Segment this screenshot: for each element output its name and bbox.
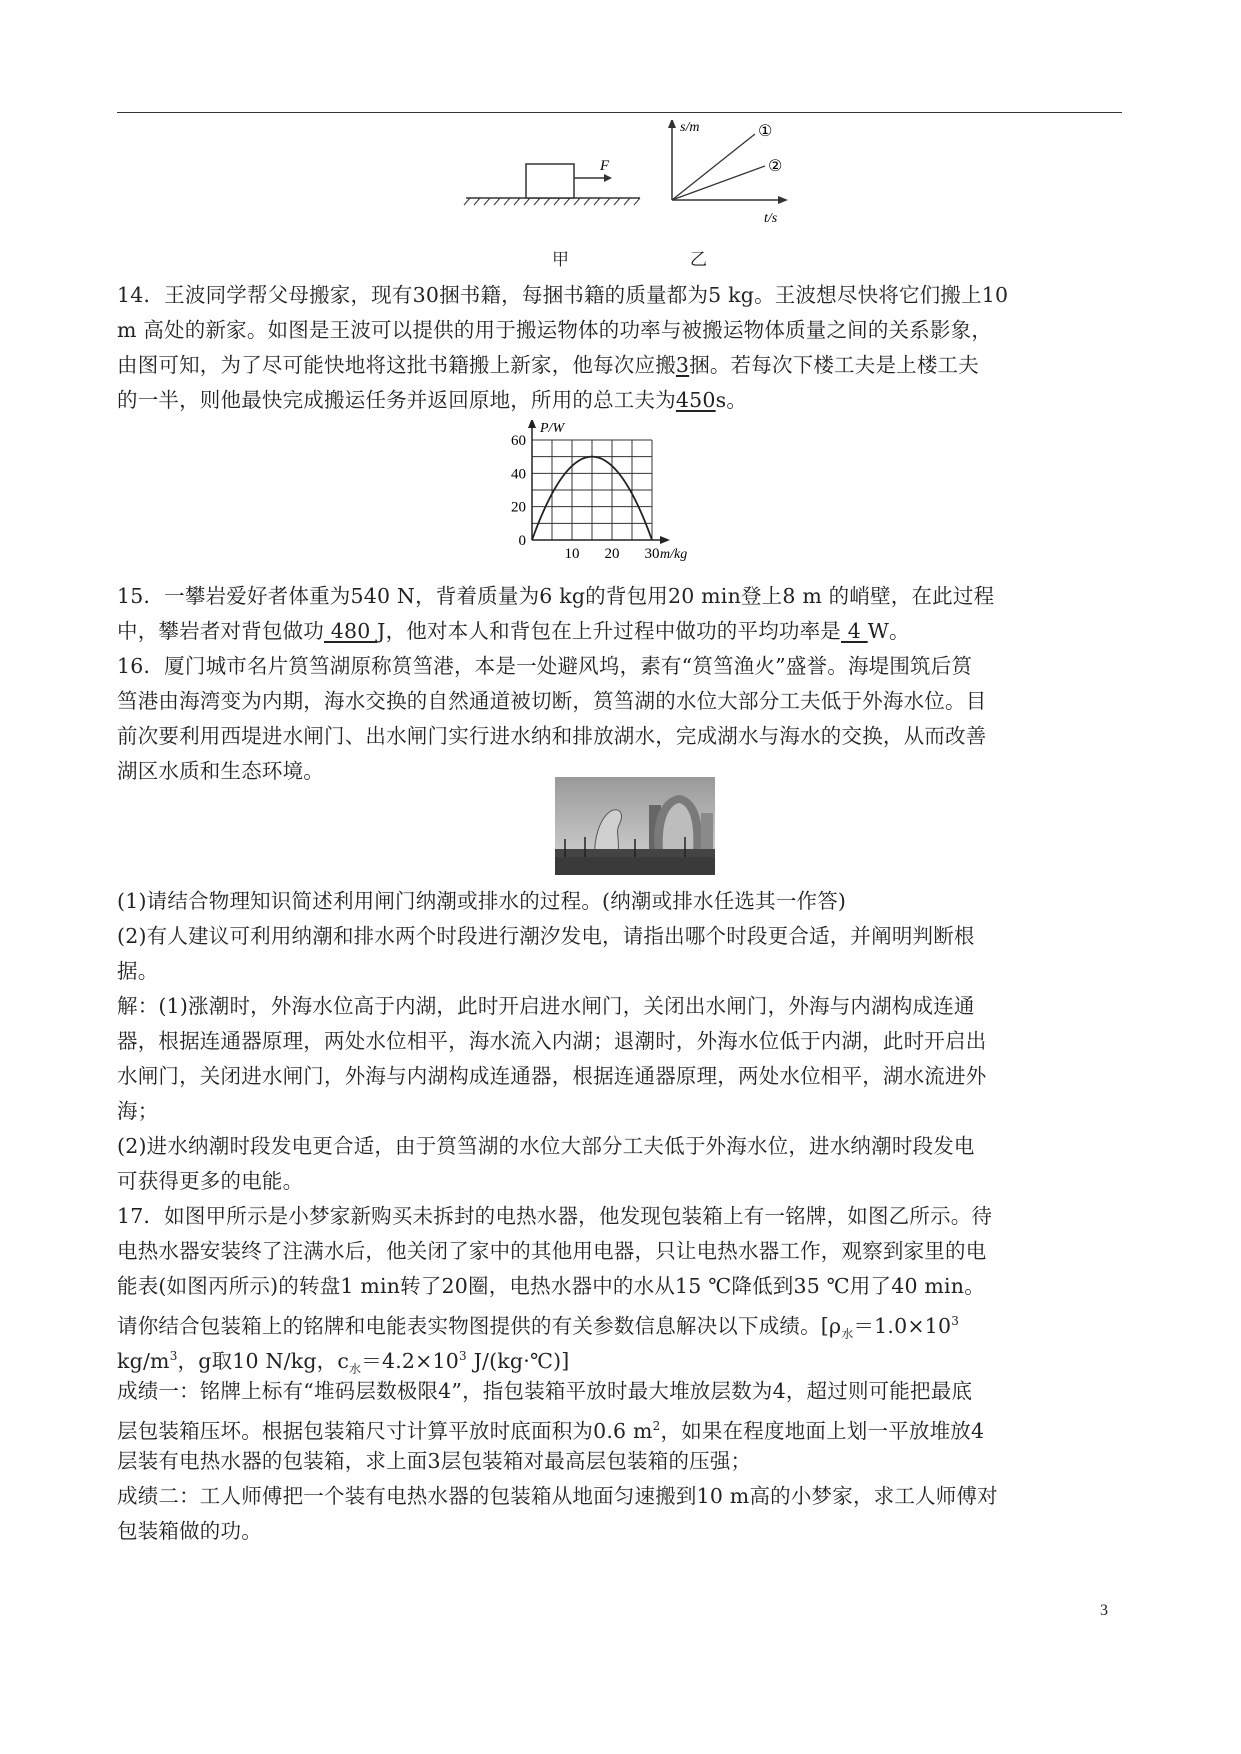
x-axis-label: m/kg bbox=[660, 547, 688, 562]
q14-line-3: 由图可知，为了尽可能快地将这批书籍搬上新家，他每次应搬3捆。若每次下楼工夫是上楼工夫 bbox=[117, 353, 979, 377]
q15-answer-power: 4 bbox=[841, 619, 868, 643]
q17-line-1: 17．如图甲所示是小梦家新购买未拆封的电热水器，他发现包装箱上有一铭牌，如图乙所示。待 bbox=[117, 1204, 993, 1228]
x-tick-label: 30 bbox=[644, 546, 660, 562]
y-axis-label: P/W bbox=[540, 421, 565, 436]
q17-part-1a: 成绩一：铭牌上标有“堆码层数极限4”，指包装箱平放时最大堆放层数为4，超过则可能把最底 bbox=[117, 1379, 973, 1403]
figure-jia bbox=[464, 158, 640, 205]
figure-label-yi: 乙 bbox=[690, 250, 707, 270]
q15-answer-work: 480 bbox=[324, 619, 378, 643]
q16-solution-4: 海； bbox=[117, 1099, 159, 1123]
y-tick-label: 40 bbox=[511, 466, 526, 483]
line-1-label: ① bbox=[758, 121, 773, 140]
q17-line-2: 电热水器安装终了注满水后，他关闭了家中的其他用电器，只让电热水器工作，观察到家里的电 bbox=[117, 1239, 987, 1263]
q16-line-2: 筜港由海湾变为内期，海水交换的自然通道被切断，筼筜湖的水位大部分工夫低于外海水位。目 bbox=[117, 689, 987, 713]
figure-jia-yi bbox=[460, 120, 820, 270]
q14-line-2: m 高处的新家。如图是王波可以提供的用于搬运物体的功率与被搬运物体质量之间的关系影象， bbox=[117, 318, 993, 342]
q16-solution-6: 可获得更多的电能。 bbox=[117, 1169, 304, 1193]
y-axis-arrow bbox=[528, 420, 536, 428]
q16-solution-1: 解：(1)涨潮时，外海水位高于内湖，此时开启进水闸门，关闭出水闸门，外海与内湖构成连通 bbox=[117, 994, 975, 1018]
q17-line-5: $kg/m^3$，g取10 N/kg，$c_水=4.2\times 10^3$ J/(kg·℃)] bbox=[117, 1348, 570, 1376]
q14-line-4: 的一半，则他最快完成搬运任务并返回原地，所用的总工夫为450s。 bbox=[117, 388, 748, 412]
q16-line-4: 湖区水质和生态环境。 bbox=[117, 759, 324, 783]
line-2 bbox=[672, 166, 765, 200]
lake-photo bbox=[555, 777, 715, 875]
line-2-label: ② bbox=[768, 156, 783, 175]
line-1 bbox=[672, 134, 755, 200]
y-tick-label: 20 bbox=[511, 499, 526, 516]
y-tick-label: 0 bbox=[518, 533, 526, 549]
y-tick-label: 60 bbox=[511, 433, 526, 449]
figure-label-jia: 甲 bbox=[552, 250, 569, 270]
t-axis-label: t/s bbox=[764, 211, 778, 226]
x-tick-label: 20 bbox=[604, 546, 620, 562]
q17-part-1c: 层装有电热水器的包装箱，求上面3层包装箱对最高层包装箱的压强； bbox=[117, 1449, 752, 1473]
q16-solution-3: 水闸门，关闭进水闸门，外海与内湖构成连通器，根据连通器原理，两处水位相平，湖水流进外 bbox=[117, 1064, 987, 1088]
x-tick-label: 10 bbox=[564, 546, 580, 562]
header-rule bbox=[117, 112, 1122, 113]
q16-part-2a: (2)有人建议可利用纳潮和排水两个时段进行潮汐发电，请指出哪个时段更合适，并阐明判断根 bbox=[117, 924, 975, 948]
q14-answer-bundles: 3 bbox=[675, 353, 690, 377]
force-label: F bbox=[600, 158, 610, 174]
block bbox=[526, 164, 574, 198]
q17-part-1b: 层包装箱压坏。根据包装箱尺寸计算平放时底面积为0.6 $m^2$，如果在程度地面上划一平放堆放4 bbox=[117, 1418, 985, 1443]
q14-answer-time: 450 bbox=[675, 388, 716, 412]
q16-solution-2: 器，根据连通器原理，两处水位相平，海水流入内湖；退潮时，外海水位低于内湖，此时开启出 bbox=[117, 1029, 987, 1053]
q16-line-1: 16．厦门城市名片筼筜湖原称筼筜港，本是一处避风坞，素有“筼筜渔火”盛誉。海堤围筑后筼 bbox=[117, 654, 973, 678]
page-number: 3 bbox=[1100, 1602, 1108, 1619]
q17-line-4: 请你结合包装箱上的铭牌和电能表实物图提供的有关参数信息解决以下成绩。[$\rho_水=1.0\times 10^3$ bbox=[117, 1313, 960, 1341]
q17-part-2b: 包装箱做的功。 bbox=[117, 1519, 262, 1543]
s-axis-label: s/m bbox=[680, 120, 700, 135]
q17-part-2a: 成绩二：工人师傅把一个装有电热水器的包装箱从地面匀速搬到10 m高的小梦家，求工人师傅对 bbox=[117, 1484, 998, 1508]
figure-yi bbox=[668, 120, 788, 226]
q16-part-2b: 据。 bbox=[117, 959, 159, 983]
q16-solution-5: (2)进水纳潮时段发电更合适，由于筼筜湖的水位大部分工夫低于外海水位，进水纳潮时段发电 bbox=[117, 1134, 975, 1158]
q15-line-2: 中，攀岩者对背包做功 480 J，他对本人和背包在上升过程中做功的平均功率是 4 W。 bbox=[117, 619, 910, 643]
q15-line-1: 15．一攀岩爱好者体重为540 N，背着质量为6 kg的背包用20 min登上8 m 的峭壁，在此过程 bbox=[117, 584, 995, 608]
q16-part-1: (1)请结合物理知识简述利用闸门纳潮或排水的过程。(纳潮或排水任选其一作答) bbox=[117, 889, 847, 913]
power-mass-chart bbox=[490, 420, 730, 570]
x-axis-arrow bbox=[660, 536, 670, 544]
q16-line-3: 前次要利用西堤进水闸门、出水闸门实行进水纳和排放湖水，完成湖水与海水的交换，从而改善 bbox=[117, 724, 987, 748]
q17-line-3: 能表(如图丙所示)的转盘1 min转了20圈，电热水器中的水从15 ℃降低到35 ℃用了40 min。 bbox=[117, 1274, 985, 1298]
q14-line-1: 14．王波同学帮父母搬家，现有30捆书籍，每捆书籍的质量都为5 kg。王波想尽快将它们搬上10 bbox=[117, 283, 1009, 307]
